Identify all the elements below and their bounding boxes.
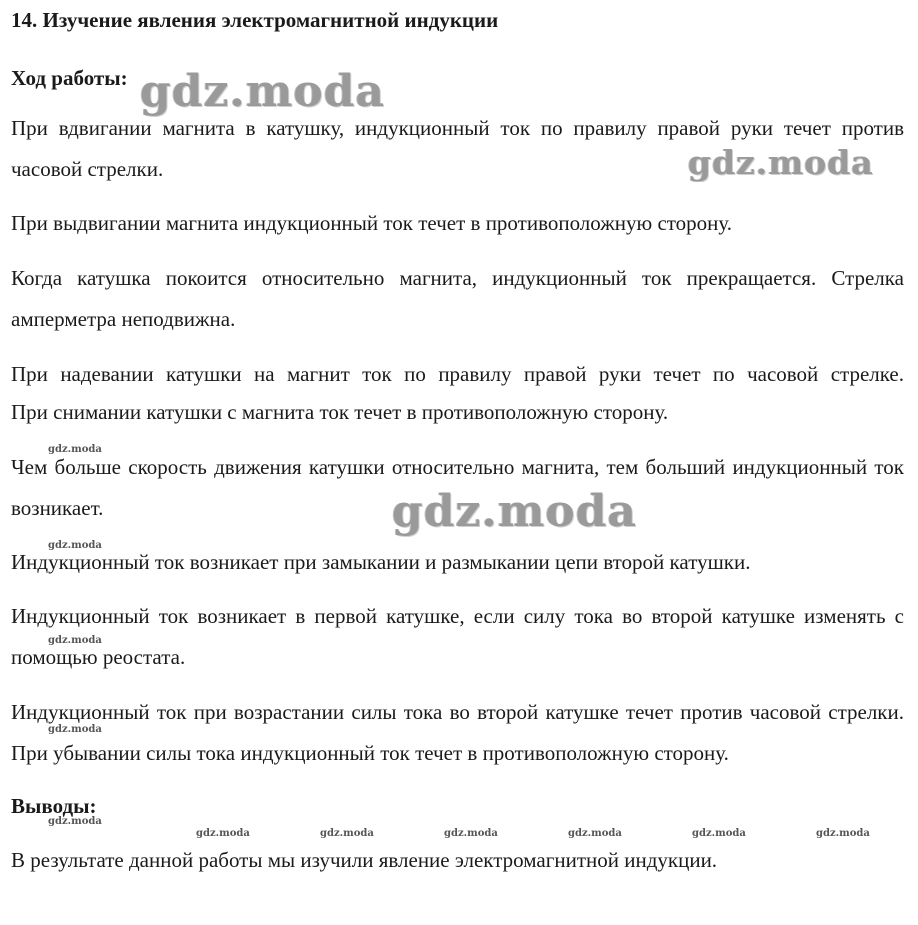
paragraph: При выдвигании магнита индукционный ток течет в противоположную сторону.	[11, 211, 733, 235]
watermark-small: gdz.moda	[196, 828, 250, 839]
watermark-small: gdz.moda	[48, 444, 102, 455]
paragraph: Когда катушка покоится относительно магнита, индукционный ток прекращается. Стрелка амперметра неподвижна.	[11, 266, 904, 331]
watermark-small: gdz.moda	[48, 816, 102, 827]
watermark-large: gdz.moda	[140, 66, 386, 117]
paragraph: При снимании катушки с магнита ток течет в противоположную сторону.	[11, 400, 669, 424]
paragraph: Индукционный ток при возрастании силы тока во второй катушке течет против часовой стрелки. При убывании силы тока индукционный ток течет в противоположную сторону.	[11, 700, 904, 765]
conclusions-heading: Выводы:	[11, 794, 97, 818]
watermark-small: gdz.moda	[48, 635, 102, 646]
watermark-small: gdz.moda	[692, 828, 746, 839]
paragraph: При надевании катушки на магнит ток по правилу правой руки течет по часовой стрелке.	[11, 362, 904, 386]
watermark-large: gdz.moda	[688, 143, 874, 182]
paragraph: Индукционный ток возникает при замыкании и размыкании цепи второй катушки.	[11, 550, 751, 574]
watermark-small: gdz.moda	[48, 724, 102, 735]
paragraph: Индукционный ток возникает в первой катушке, если силу тока во второй катушке изменять с помощью реостата.	[11, 604, 904, 669]
page-title: 14. Изучение явления электромагнитной индукции	[11, 8, 499, 32]
paragraph: При вдвигании магнита в катушку, индукционный ток по правилу правой руки течет против часовой стрелки.	[11, 116, 904, 181]
watermark-large: gdz.moda	[392, 486, 638, 537]
watermark-small: gdz.moda	[48, 540, 102, 551]
conclusion-text: В результате данной работы мы изучили явление электромагнитной индукции.	[11, 848, 718, 872]
watermark-small: gdz.moda	[320, 828, 374, 839]
paragraph: Чем больше скорость движения катушки относительно магнита, тем больший индукционный ток возникает.	[11, 455, 904, 520]
watermark-small: gdz.moda	[444, 828, 498, 839]
watermark-small: gdz.moda	[568, 828, 622, 839]
watermark-small: gdz.moda	[816, 828, 870, 839]
progress-heading: Ход работы:	[11, 66, 128, 90]
